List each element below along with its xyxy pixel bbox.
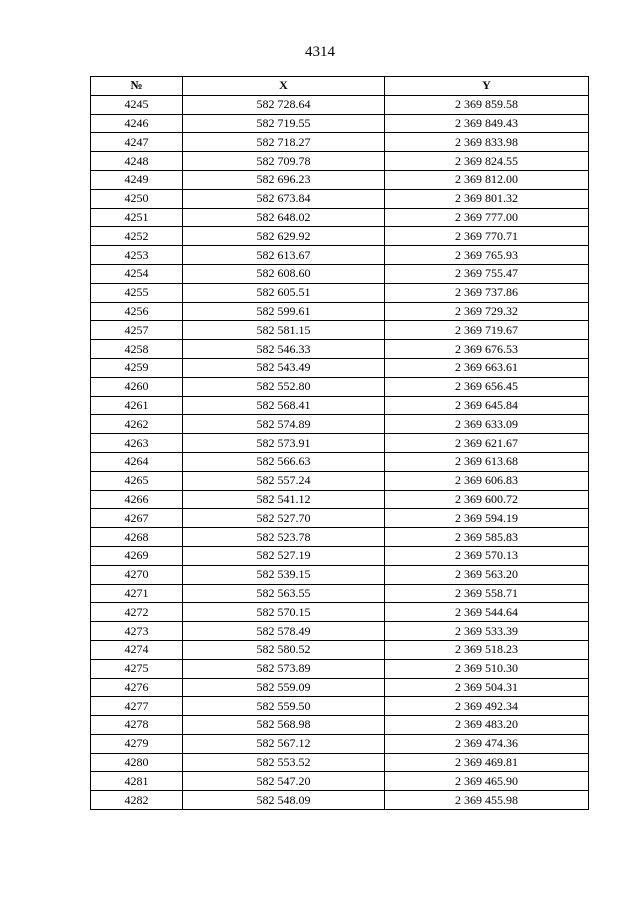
point-number-cell: 4259 — [91, 358, 183, 377]
point-number-cell: 4270 — [91, 565, 183, 584]
point-number-cell: 4254 — [91, 264, 183, 283]
point-number-cell: 4252 — [91, 227, 183, 246]
point-number-cell: 4245 — [91, 95, 183, 114]
x-coordinate-cell: 582 568.41 — [183, 396, 385, 415]
x-coordinate-cell: 582 581.15 — [183, 321, 385, 340]
y-coordinate-cell: 2 369 600.72 — [385, 490, 589, 509]
table-row — [91, 377, 589, 396]
y-coordinate-cell: 2 369 483.20 — [385, 716, 589, 735]
x-coordinate-cell: 582 563.55 — [183, 584, 385, 603]
y-coordinate-cell: 2 369 737.86 — [385, 283, 589, 302]
x-coordinate-cell: 582 527.19 — [183, 546, 385, 565]
point-number-cell: 4277 — [91, 697, 183, 716]
y-coordinate-cell: 2 369 594.19 — [385, 509, 589, 528]
point-number-cell: 4246 — [91, 114, 183, 133]
y-coordinate-cell: 2 369 812.00 — [385, 170, 589, 189]
point-number-cell: 4258 — [91, 340, 183, 359]
table-row — [91, 603, 589, 622]
x-coordinate-cell: 582 580.52 — [183, 640, 385, 659]
y-coordinate-cell: 2 369 465.90 — [385, 772, 589, 791]
x-coordinate-cell: 582 599.61 — [183, 302, 385, 321]
point-number-cell: 4269 — [91, 546, 183, 565]
table-row — [91, 772, 589, 791]
point-number-cell: 4282 — [91, 791, 183, 810]
table-row — [91, 640, 589, 659]
table-row — [91, 509, 589, 528]
y-coordinate-cell: 2 369 504.31 — [385, 678, 589, 697]
page-number: 4314 — [305, 44, 335, 60]
point-number-cell: 4249 — [91, 170, 183, 189]
x-coordinate-cell: 582 605.51 — [183, 283, 385, 302]
header-number: № — [91, 77, 183, 96]
y-coordinate-cell: 2 369 570.13 — [385, 546, 589, 565]
x-coordinate-cell: 582 608.60 — [183, 264, 385, 283]
point-number-cell: 4260 — [91, 377, 183, 396]
table-body — [91, 95, 589, 809]
table-row — [91, 791, 589, 810]
y-coordinate-cell: 2 369 859.58 — [385, 95, 589, 114]
x-coordinate-cell: 582 613.67 — [183, 246, 385, 265]
table-row — [91, 678, 589, 697]
table-row — [91, 434, 589, 453]
coordinates-table — [90, 76, 589, 810]
y-coordinate-cell: 2 369 777.00 — [385, 208, 589, 227]
y-coordinate-cell: 2 369 755.47 — [385, 264, 589, 283]
y-coordinate-cell: 2 369 455.98 — [385, 791, 589, 810]
x-coordinate-cell: 582 573.91 — [183, 434, 385, 453]
point-number-cell: 4280 — [91, 753, 183, 772]
x-coordinate-cell: 582 523.78 — [183, 528, 385, 547]
table-header — [91, 77, 589, 96]
y-coordinate-cell: 2 369 676.53 — [385, 340, 589, 359]
point-number-cell: 4264 — [91, 452, 183, 471]
y-coordinate-cell: 2 369 770.71 — [385, 227, 589, 246]
y-coordinate-cell: 2 369 663.61 — [385, 358, 589, 377]
header-row — [91, 77, 589, 96]
point-number-cell: 4247 — [91, 133, 183, 152]
table-row — [91, 340, 589, 359]
x-coordinate-cell: 582 574.89 — [183, 415, 385, 434]
y-coordinate-cell: 2 369 606.83 — [385, 471, 589, 490]
point-number-cell: 4256 — [91, 302, 183, 321]
x-coordinate-cell: 582 539.15 — [183, 565, 385, 584]
x-coordinate-cell: 582 629.92 — [183, 227, 385, 246]
y-coordinate-cell: 2 369 518.23 — [385, 640, 589, 659]
x-coordinate-cell: 582 546.33 — [183, 340, 385, 359]
table-row — [91, 133, 589, 152]
x-coordinate-cell: 582 553.52 — [183, 753, 385, 772]
point-number-cell: 4272 — [91, 603, 183, 622]
y-coordinate-cell: 2 369 492.34 — [385, 697, 589, 716]
point-number-cell: 4255 — [91, 283, 183, 302]
point-number-cell: 4266 — [91, 490, 183, 509]
table-row — [91, 584, 589, 603]
table-row — [91, 734, 589, 753]
point-number-cell: 4257 — [91, 321, 183, 340]
header-y: Y — [385, 77, 589, 96]
point-number-cell: 4250 — [91, 189, 183, 208]
x-coordinate-cell: 582 559.09 — [183, 678, 385, 697]
table-row — [91, 208, 589, 227]
point-number-cell: 4279 — [91, 734, 183, 753]
x-coordinate-cell: 582 568.98 — [183, 716, 385, 735]
table-row — [91, 716, 589, 735]
table-row — [91, 189, 589, 208]
y-coordinate-cell: 2 369 563.20 — [385, 565, 589, 584]
table-row — [91, 95, 589, 114]
table-row — [91, 415, 589, 434]
x-coordinate-cell: 582 547.20 — [183, 772, 385, 791]
table-row — [91, 114, 589, 133]
x-coordinate-cell: 582 696.23 — [183, 170, 385, 189]
x-coordinate-cell: 582 559.50 — [183, 697, 385, 716]
point-number-cell: 4253 — [91, 246, 183, 265]
x-coordinate-cell: 582 719.55 — [183, 114, 385, 133]
x-coordinate-cell: 582 567.12 — [183, 734, 385, 753]
point-number-cell: 4274 — [91, 640, 183, 659]
table-row — [91, 452, 589, 471]
y-coordinate-cell: 2 369 558.71 — [385, 584, 589, 603]
table-row — [91, 358, 589, 377]
table-row — [91, 246, 589, 265]
y-coordinate-cell: 2 369 824.55 — [385, 152, 589, 171]
x-coordinate-cell: 582 548.09 — [183, 791, 385, 810]
point-number-cell: 4281 — [91, 772, 183, 791]
table-row — [91, 396, 589, 415]
x-coordinate-cell: 582 557.24 — [183, 471, 385, 490]
point-number-cell: 4268 — [91, 528, 183, 547]
y-coordinate-cell: 2 369 656.45 — [385, 377, 589, 396]
x-coordinate-cell: 582 573.89 — [183, 659, 385, 678]
point-number-cell: 4276 — [91, 678, 183, 697]
y-coordinate-cell: 2 369 801.32 — [385, 189, 589, 208]
y-coordinate-cell: 2 369 613.68 — [385, 452, 589, 471]
table-row — [91, 622, 589, 641]
y-coordinate-cell: 2 369 533.39 — [385, 622, 589, 641]
x-coordinate-cell: 582 718.27 — [183, 133, 385, 152]
point-number-cell: 4248 — [91, 152, 183, 171]
y-coordinate-cell: 2 369 833.98 — [385, 133, 589, 152]
y-coordinate-cell: 2 369 469.81 — [385, 753, 589, 772]
table-row — [91, 283, 589, 302]
y-coordinate-cell: 2 369 633.09 — [385, 415, 589, 434]
y-coordinate-cell: 2 369 765.93 — [385, 246, 589, 265]
x-coordinate-cell: 582 673.84 — [183, 189, 385, 208]
x-coordinate-cell: 582 570.15 — [183, 603, 385, 622]
point-number-cell: 4262 — [91, 415, 183, 434]
table-row — [91, 659, 589, 678]
x-coordinate-cell: 582 578.49 — [183, 622, 385, 641]
y-coordinate-cell: 2 369 719.67 — [385, 321, 589, 340]
x-coordinate-cell: 582 709.78 — [183, 152, 385, 171]
point-number-cell: 4265 — [91, 471, 183, 490]
table-row — [91, 565, 589, 584]
point-number-cell: 4271 — [91, 584, 183, 603]
point-number-cell: 4273 — [91, 622, 183, 641]
y-coordinate-cell: 2 369 849.43 — [385, 114, 589, 133]
x-coordinate-cell: 582 648.02 — [183, 208, 385, 227]
x-coordinate-cell: 582 728.64 — [183, 95, 385, 114]
table-row — [91, 264, 589, 283]
point-number-cell: 4261 — [91, 396, 183, 415]
table-row — [91, 321, 589, 340]
table-row — [91, 697, 589, 716]
x-coordinate-cell: 582 527.70 — [183, 509, 385, 528]
y-coordinate-cell: 2 369 585.83 — [385, 528, 589, 547]
x-coordinate-cell: 582 543.49 — [183, 358, 385, 377]
table-row — [91, 152, 589, 171]
table-row — [91, 753, 589, 772]
header-x: X — [183, 77, 385, 96]
y-coordinate-cell: 2 369 544.64 — [385, 603, 589, 622]
y-coordinate-cell: 2 369 621.67 — [385, 434, 589, 453]
table-row — [91, 528, 589, 547]
x-coordinate-cell: 582 552.80 — [183, 377, 385, 396]
y-coordinate-cell: 2 369 645.84 — [385, 396, 589, 415]
y-coordinate-cell: 2 369 729.32 — [385, 302, 589, 321]
table-row — [91, 227, 589, 246]
table-row — [91, 490, 589, 509]
point-number-cell: 4275 — [91, 659, 183, 678]
y-coordinate-cell: 2 369 474.36 — [385, 734, 589, 753]
table-row — [91, 170, 589, 189]
table-row — [91, 546, 589, 565]
point-number-cell: 4278 — [91, 716, 183, 735]
x-coordinate-cell: 582 541.12 — [183, 490, 385, 509]
point-number-cell: 4263 — [91, 434, 183, 453]
y-coordinate-cell: 2 369 510.30 — [385, 659, 589, 678]
point-number-cell: 4251 — [91, 208, 183, 227]
table-row — [91, 471, 589, 490]
x-coordinate-cell: 582 566.63 — [183, 452, 385, 471]
point-number-cell: 4267 — [91, 509, 183, 528]
table-row — [91, 302, 589, 321]
